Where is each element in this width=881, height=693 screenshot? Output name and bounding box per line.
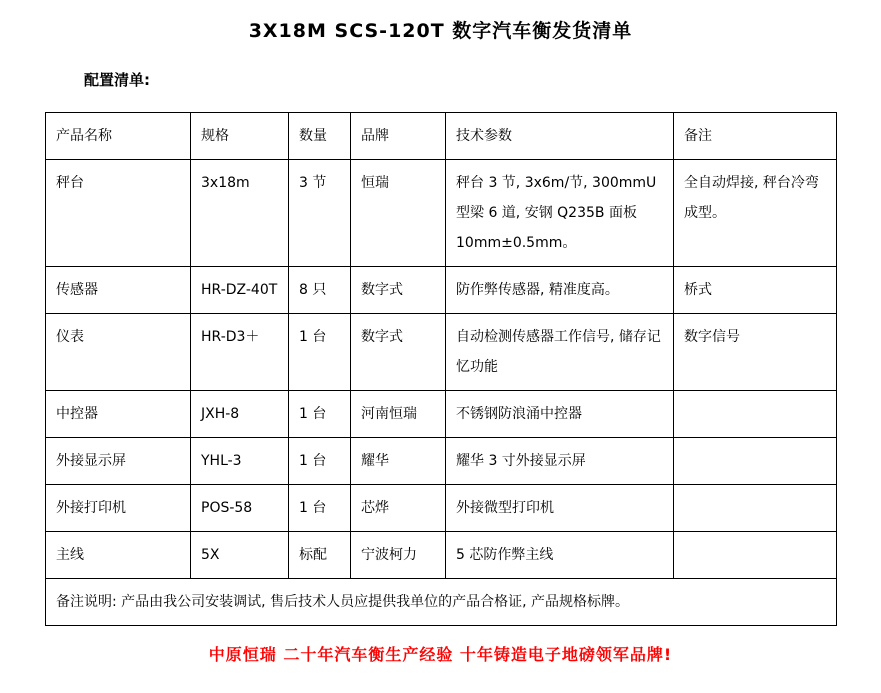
cell-name: 外接显示屏	[46, 438, 191, 485]
cell-spec: POS-58	[191, 485, 289, 532]
cell-brand: 数字式	[351, 314, 446, 391]
cell-name: 仪表	[46, 314, 191, 391]
cell-spec: HR-D3＋	[191, 314, 289, 391]
table-row	[46, 438, 837, 485]
cell-name: 秤台	[46, 160, 191, 267]
table-row	[46, 160, 837, 267]
page-title: 3X18M SCS-120T 数字汽车衡发货清单	[248, 20, 633, 42]
column-header-brand: 品牌	[351, 113, 446, 160]
cell-spec: 3x18m	[191, 160, 289, 267]
cell-name: 传感器	[46, 267, 191, 314]
column-header-spec: 规格	[191, 113, 289, 160]
cell-qty: 1 台	[289, 391, 351, 438]
cell-params: 不锈钢防浪涌中控器	[446, 391, 674, 438]
cell-params: 防作弊传感器, 精准度高。	[446, 267, 674, 314]
cell-brand: 河南恒瑞	[351, 391, 446, 438]
cell-params: 5 芯防作弊主线	[446, 532, 674, 579]
cell-remark	[674, 438, 837, 485]
cell-qty: 标配	[289, 532, 351, 579]
cell-params: 秤台 3 节, 3x6m/节, 300mmU 型梁 6 道, 安钢 Q235B 面板 10mm±0.5mm。	[446, 160, 674, 267]
cell-name: 中控器	[46, 391, 191, 438]
cell-remark	[674, 391, 837, 438]
cell-qty: 8 只	[289, 267, 351, 314]
cell-remark: 全自动焊接, 秤台冷弯成型。	[674, 160, 837, 267]
cell-remark	[674, 532, 837, 579]
cell-qty: 3 节	[289, 160, 351, 267]
cell-spec: YHL-3	[191, 438, 289, 485]
column-header-qty: 数量	[289, 113, 351, 160]
column-header-name: 产品名称	[46, 113, 191, 160]
cell-name: 主线	[46, 532, 191, 579]
table-header-row	[46, 113, 837, 160]
column-header-remark: 备注	[674, 113, 837, 160]
table-row	[46, 314, 837, 391]
cell-brand: 宁波柯力	[351, 532, 446, 579]
column-header-params: 技术参数	[446, 113, 674, 160]
table-row	[46, 267, 837, 314]
cell-brand: 恒瑞	[351, 160, 446, 267]
cell-brand: 耀华	[351, 438, 446, 485]
cell-remark: 数字信号	[674, 314, 837, 391]
cell-name: 外接打印机	[46, 485, 191, 532]
cell-qty: 1 台	[289, 485, 351, 532]
spec-table	[45, 112, 837, 626]
cell-note: 备注说明: 产品由我公司安装调试, 售后技术人员应提供我单位的产品合格证, 产品规格标牌。	[46, 579, 837, 626]
section-subtitle: 配置清单:	[84, 71, 150, 89]
table-row	[46, 391, 837, 438]
table-row	[46, 485, 837, 532]
cell-params: 自动检测传感器工作信号, 储存记忆功能	[446, 314, 674, 391]
cell-spec: 5X	[191, 532, 289, 579]
footer-slogan: 中原恒瑞 二十年汽车衡生产经验 十年铸造电子地磅领军品牌!	[208, 645, 673, 664]
spec-table-wrapper	[45, 112, 836, 626]
cell-brand: 数字式	[351, 267, 446, 314]
cell-params: 耀华 3 寸外接显示屏	[446, 438, 674, 485]
cell-params: 外接微型打印机	[446, 485, 674, 532]
document-page	[0, 16, 881, 693]
cell-remark	[674, 485, 837, 532]
table-note-row	[46, 579, 837, 626]
cell-spec: HR-DZ-40T	[191, 267, 289, 314]
cell-remark: 桥式	[674, 267, 837, 314]
cell-qty: 1 台	[289, 314, 351, 391]
cell-qty: 1 台	[289, 438, 351, 485]
table-row	[46, 532, 837, 579]
cell-brand: 芯烨	[351, 485, 446, 532]
cell-spec: JXH-8	[191, 391, 289, 438]
